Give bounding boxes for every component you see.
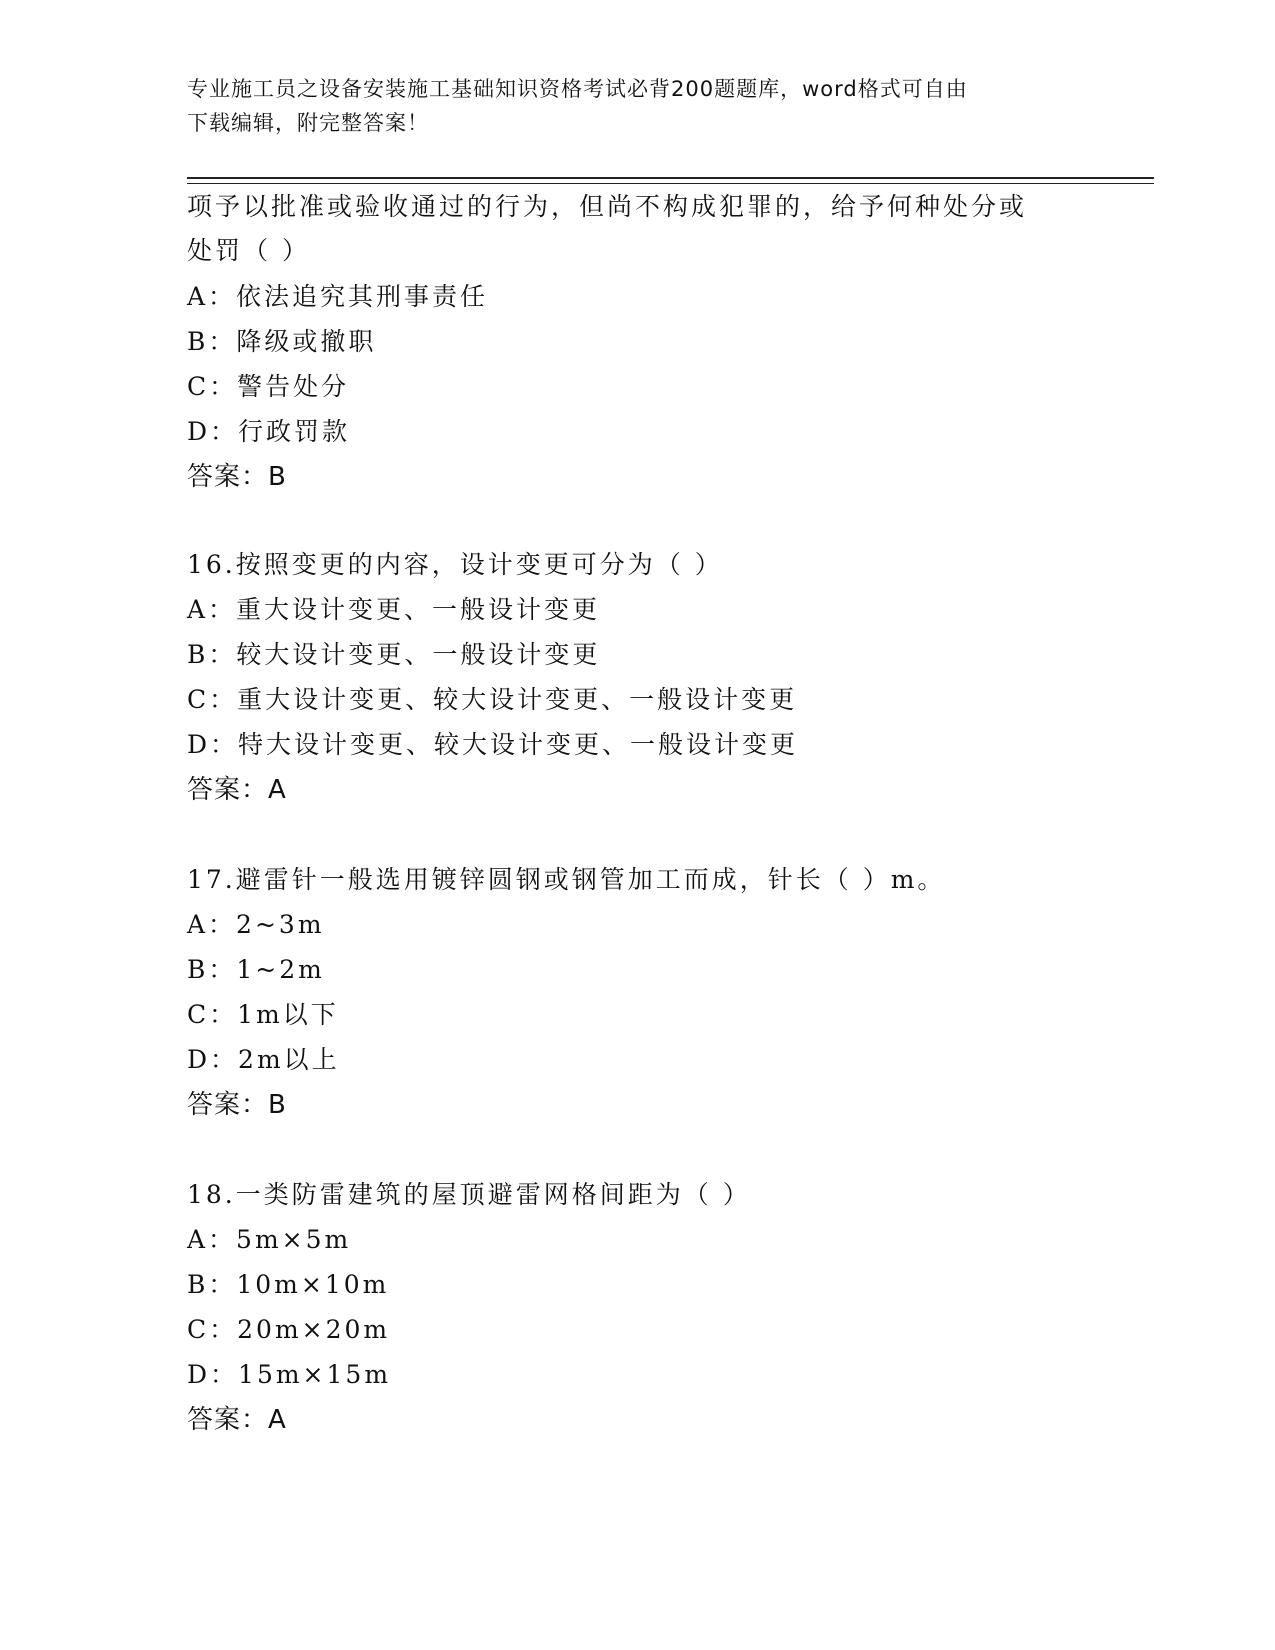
option-c: C：20m×20m [187, 1315, 391, 1344]
option-a: A：5m×5m [187, 1225, 352, 1254]
option-b: B：较大设计变更、一般设计变更 [187, 640, 601, 669]
option-d: D：特大设计变更、较大设计变更、一般设计变更 [187, 730, 799, 759]
option-b: B：降级或撤职 [187, 327, 377, 356]
option-d: D：2m以上 [187, 1045, 340, 1074]
question-stem: 18.一类防雷建筑的屋顶避雷网格间距为（ ） [187, 1180, 751, 1209]
answer-label: 答案：A [187, 1405, 287, 1435]
header-line-1: 专业施工员之设备安装施工基础知识资格考试必背200题题库，word格式可自由 [187, 77, 968, 101]
answer-label: 答案：A [187, 775, 287, 805]
option-a: A：依法追究其刑事责任 [187, 282, 489, 311]
option-c: C：重大设计变更、较大设计变更、一般设计变更 [187, 685, 798, 714]
option-b: B：1~2m [187, 955, 325, 984]
header-divider-thin [187, 183, 1154, 184]
answer-label: 答案：B [187, 462, 287, 492]
option-a: A：2~3m [187, 910, 325, 939]
question-stem: 17.避雷针一般选用镀锌圆钢或钢管加工而成，针长（ ）m。 [187, 865, 946, 894]
header-line-2: 下载编辑，附完整答案！ [187, 111, 429, 135]
option-b: B：10m×10m [187, 1270, 390, 1299]
question-stem-line: 处罚（ ） [187, 236, 310, 265]
answer-label: 答案：B [187, 1090, 287, 1120]
header-divider-thick [187, 177, 1154, 179]
option-c: C：1m以下 [187, 1000, 339, 1029]
question-stem-line: 项予以批准或验收通过的行为，但尚不构成犯罪的，给予何种处分或 [187, 192, 1028, 221]
option-d: D：15m×15m [187, 1360, 392, 1389]
option-d: D：行政罚款 [187, 417, 351, 446]
document-header [187, 72, 1087, 140]
question-stem: 16.按照变更的内容，设计变更可分为（ ） [187, 550, 723, 579]
option-a: A：重大设计变更、一般设计变更 [187, 595, 601, 624]
option-c: C：警告处分 [187, 372, 350, 401]
